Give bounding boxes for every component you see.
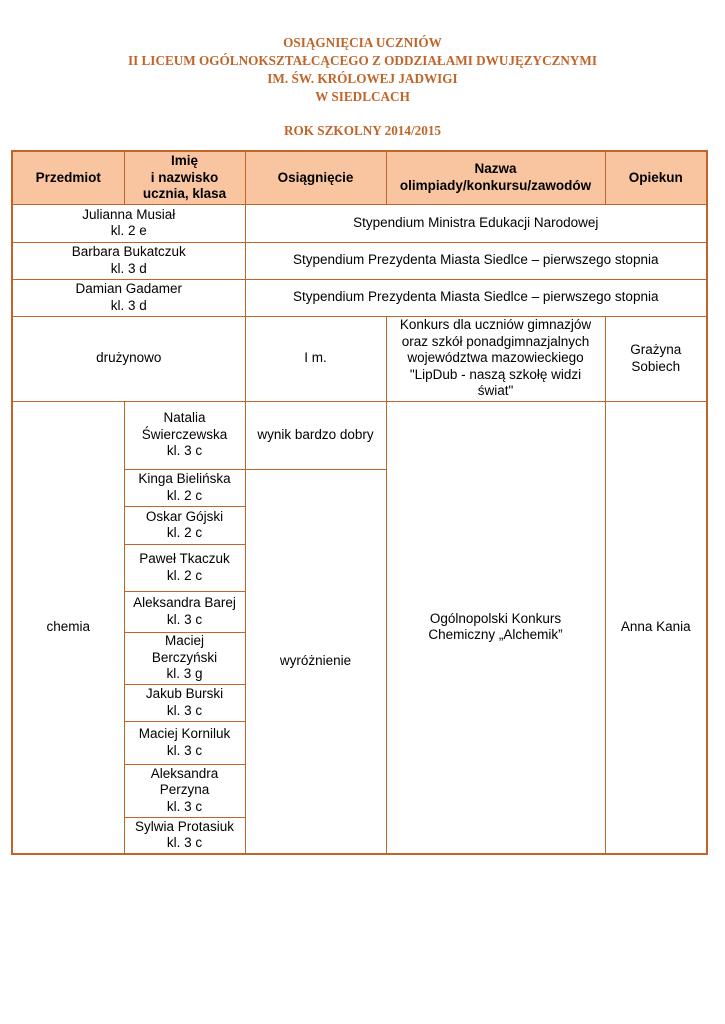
- chemia-other-achievement: wyróżnienie: [245, 469, 386, 854]
- scholarship-award: Stypendium Ministra Edukacji Narodowej: [245, 204, 707, 242]
- chemia-top-achievement: wynik bardzo dobry: [245, 401, 386, 469]
- chemia-student: Sylwia Protasiuk kl. 3 c: [124, 817, 245, 854]
- chemia-student: Maciej Korniluk kl. 3 c: [124, 721, 245, 764]
- title-line-2: II LICEUM OGÓLNOKSZTAŁCĄCEGO Z ODDZIAŁAMI DWUJĘZYCZNYMI: [127, 53, 598, 68]
- col-header-achievement: Osiągnięcie: [245, 151, 386, 204]
- chemia-student: Natalia Świerczewska kl. 3 c: [124, 401, 245, 469]
- table-row: [12, 316, 707, 401]
- chemia-tutor: Anna Kania: [605, 401, 707, 854]
- table-row: [12, 279, 707, 316]
- col-header-contest: Nazwa olimpiady/konkursu/zawodów: [386, 151, 605, 204]
- chemia-student: Oskar Gójski kl. 2 c: [124, 506, 245, 544]
- document-title: [0, 34, 725, 140]
- scholarship-award: Stypendium Prezydenta Miasta Siedlce – pierwszego stopnia: [245, 242, 707, 279]
- table-row: [12, 401, 707, 469]
- team-subject: drużynowo: [12, 316, 245, 401]
- title-line-4: W SIEDLCACH: [315, 89, 410, 104]
- col-header-student: Imię i nazwisko ucznia, klasa: [124, 151, 245, 204]
- col-header-subject: Przedmiot: [12, 151, 124, 204]
- chemia-student: Aleksandra Perzyna kl. 3 c: [124, 764, 245, 817]
- table-header-row: [12, 151, 707, 204]
- chemia-subject: chemia: [12, 401, 124, 854]
- table-row: [12, 204, 707, 242]
- chemia-student: Maciej Berczyński kl. 3 g: [124, 632, 245, 684]
- team-achievement: I m.: [245, 316, 386, 401]
- team-contest: Konkurs dla uczniów gimnazjów oraz szkół ponadgimnazjalnych województwa mazowieckiego "LipDub - naszą szkołę widzi świat": [386, 316, 605, 401]
- achievements-table: [11, 150, 708, 855]
- chemia-student: Paweł Tkaczuk kl. 2 c: [124, 544, 245, 591]
- team-tutor: Grażyna Sobiech: [605, 316, 707, 401]
- scholarship-award: Stypendium Prezydenta Miasta Siedlce – pierwszego stopnia: [245, 279, 707, 316]
- chemia-student: Aleksandra Barej kl. 3 c: [124, 591, 245, 632]
- chemia-contest: Ogólnopolski Konkurs Chemiczny „Alchemik”: [386, 401, 605, 854]
- table-row: [12, 242, 707, 279]
- title-line-1: OSIĄGNIĘCIA UCZNIÓW: [283, 35, 442, 50]
- chemia-student: Kinga Bielińska kl. 2 c: [124, 469, 245, 506]
- scholarship-student: Julianna Musiał kl. 2 e: [12, 204, 245, 242]
- school-year: ROK SZKOLNY 2014/2015: [283, 123, 442, 138]
- title-line-3: IM. ŚW. KRÓLOWEJ JADWIGI: [267, 71, 458, 86]
- scholarship-student: Barbara Bukatczuk kl. 3 d: [12, 242, 245, 279]
- col-header-tutor: Opiekun: [605, 151, 707, 204]
- chemia-student: Jakub Burski kl. 3 c: [124, 684, 245, 721]
- scholarship-student: Damian Gadamer kl. 3 d: [12, 279, 245, 316]
